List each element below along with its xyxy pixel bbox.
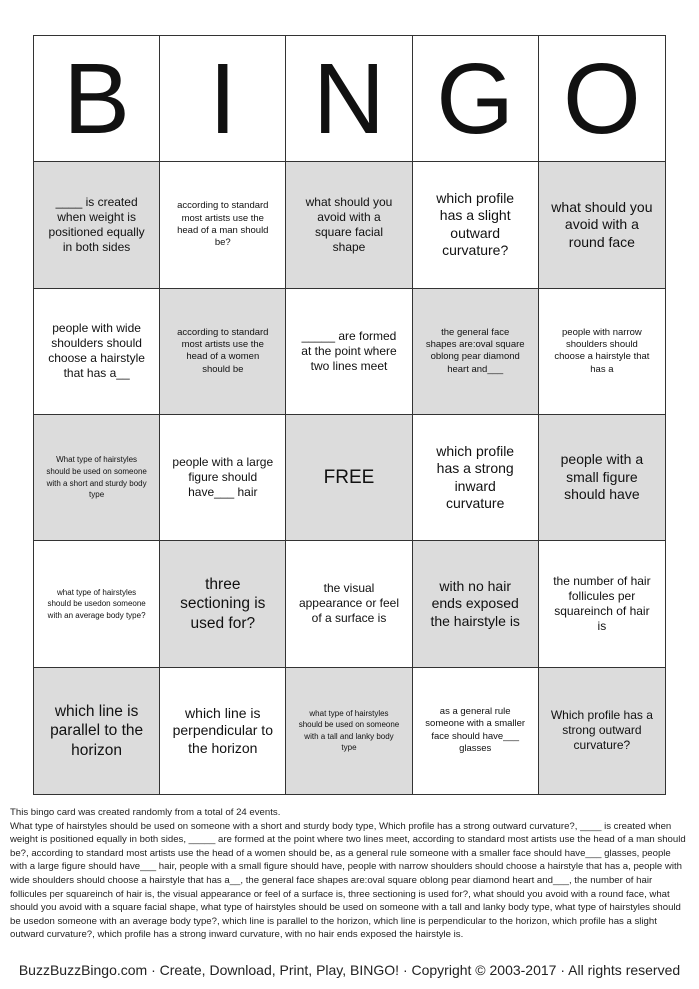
- bingo-cell: ____ is created when weight is positioned equally in both sides: [34, 162, 160, 288]
- copyright-footer: BuzzBuzzBingo.com · Create, Download, Print, Play, BINGO! · Copyright © 2003-2017 · All rights reserved: [18, 962, 681, 978]
- bingo-card: [33, 35, 666, 795]
- header-letter-n: N: [286, 36, 412, 162]
- bingo-cell: what type of hairstyles should be usedon someone with an average body type?: [34, 541, 160, 667]
- bingo-cell: people with a small figure should have: [539, 415, 665, 541]
- bingo-cell: with no hair ends exposed the hairstyle is: [413, 541, 539, 667]
- bingo-cell: according to standard most artists use the head of a women should be: [160, 289, 286, 415]
- header-letter-b: B: [34, 36, 160, 162]
- header-letter-o: O: [539, 36, 665, 162]
- event-list: [10, 806, 690, 942]
- bingo-cell: the number of hair follicules per squareinch of hair is: [539, 541, 665, 667]
- bingo-cell: as a general rule someone with a smaller face should have___ glasses: [413, 668, 539, 794]
- header-letter-g: G: [413, 36, 539, 162]
- bingo-cell: what type of hairstyles should be used on someone with a tall and lanky body type: [286, 668, 412, 794]
- bingo-cell: according to standard most artists use the head of a man should be?: [160, 162, 286, 288]
- bingo-cell: people with a large figure should have___ hair: [160, 415, 286, 541]
- bingo-cell: three sectioning is used for?: [160, 541, 286, 667]
- bingo-cell: which line is perpendicular to the horizon: [160, 668, 286, 794]
- bingo-cell: which line is parallel to the horizon: [34, 668, 160, 794]
- bingo-cell: Which profile has a strong outward curvature?: [539, 668, 665, 794]
- bingo-cell: what should you avoid with a square facial shape: [286, 162, 412, 288]
- bingo-cell: _____ are formed at the point where two lines meet: [286, 289, 412, 415]
- bingo-cell: which profile has a slight outward curvature?: [413, 162, 539, 288]
- header-letter-i: I: [160, 36, 286, 162]
- bingo-cell: people with narrow shoulders should choose a hairstyle that has a: [539, 289, 665, 415]
- bingo-cell: the general face shapes are:oval square oblong pear diamond heart and___: [413, 289, 539, 415]
- bingo-cell: people with wide shoulders should choose a hairstyle that has a__: [34, 289, 160, 415]
- bingo-cell: the visual appearance or feel of a surface is: [286, 541, 412, 667]
- bingo-cell: What type of hairstyles should be used on someone with a short and sturdy body type: [34, 415, 160, 541]
- event-list-text: What type of hairstyles should be used on someone with a short and sturdy body type, Which profile has a strong outward curvature?, ____ is created when weight is positioned equally in both sides, _____ are formed at the point where two lines meet, according to standard most artists use the head of a man should be?, according to standard most artists use the head of a women should be, as a general rule someone with a smaller face should have___ glasses, people with a large figure should have___ hair, people with a small figure should have, people with narrow shoulders should choose a hairstyle that has a, people with wide shoulders should choose a hairstyle that has a__, the general face shapes are:oval square oblong pear diamond heart and___, the number of hair follicules per squareinch of hair is, the visual appearance or feel of a surface is, three sectioning is used for?, what should you avoid with a round face, what should you avoid with a square facial shape, what type of hairstyles should be used on someone with a tall and lanky body type, what type of hairstyles should be usedon someone with an average body type?, which line is parallel to the horizon, which line is perpendicular to the horizon, which profile has a slight outward curvature?, which profile has a strong inward curvature, with no hair ends exposed the hairstyle is.: [10, 820, 686, 941]
- bingo-cell: which profile has a strong inward curvature: [413, 415, 539, 541]
- event-count-note: This bingo card was created randomly from a total of 24 events.: [10, 807, 281, 818]
- bingo-cell: what should you avoid with a round face: [539, 162, 665, 288]
- free-cell: FREE: [286, 415, 412, 541]
